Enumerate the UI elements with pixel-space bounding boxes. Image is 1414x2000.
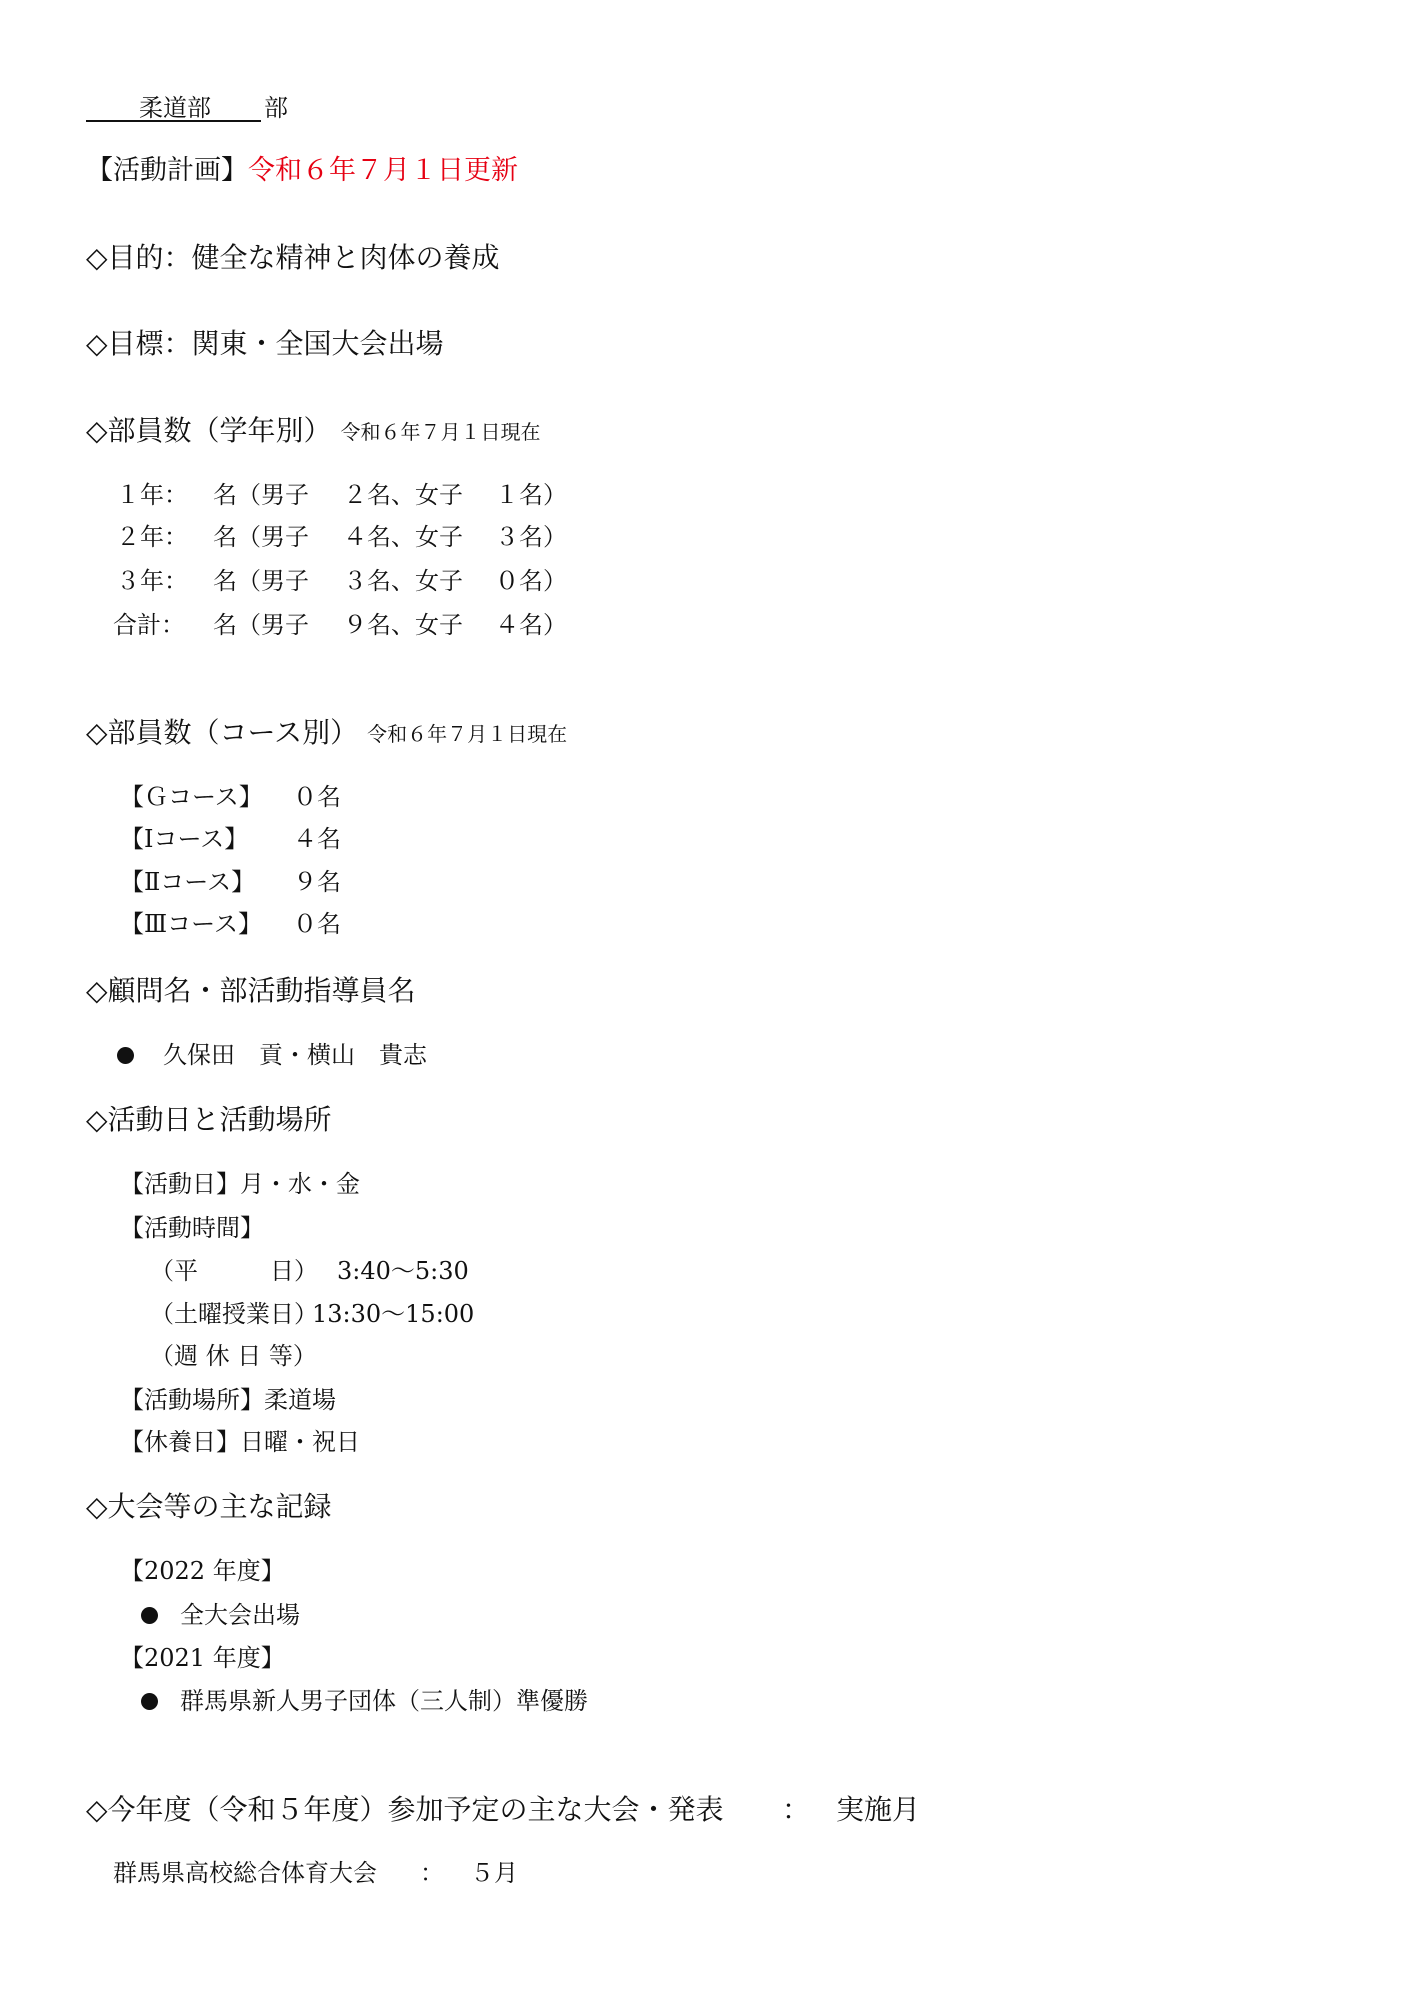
goal-line: ◇目標：関東・全国大会出場 [86,327,444,360]
grade-male: ３名、女子 [343,567,463,595]
members-by-course-as-of: 令和６年７月１日現在 [367,722,568,746]
record-text: 全大会出場 [180,1601,300,1629]
event-name: 群馬県高校総合体育大会 [113,1859,377,1887]
record-year: 【2021 年度】 [120,1644,285,1672]
grade-label: 合計： [113,611,185,639]
course-count: ０名 [293,910,341,938]
grade-total: 名（男子 [213,523,309,551]
grade-male: ４名、女子 [343,523,463,551]
grade-label: １年： [116,481,188,509]
records-heading: ◇大会等の主な記録 [86,1490,332,1523]
course-count: ４名 [293,825,341,853]
advisors-heading: ◇顧問名・部活動指導員名 [86,974,416,1007]
hours-label: （週 休 日 等） [150,1342,317,1370]
planned-events-title: ◇今年度（令和５年度）参加予定の主な大会・発表 [86,1793,724,1826]
grade-total: 名（男子 [213,481,309,509]
hours-time: 13:30〜15:00 [312,1300,475,1328]
activity-heading: ◇活動日と活動場所 [86,1103,332,1136]
grade-female: １名） [495,481,567,509]
grade-female: ３名） [495,523,567,551]
activity-place: 【活動場所】柔道場 [120,1386,336,1414]
hours-label: （土曜授業日） [150,1300,318,1328]
members-by-course-title: ◇部員数（コース別） [86,716,359,749]
club-name: 柔道部 [139,94,211,122]
grade-label: ２年： [116,523,188,551]
course-count: ０名 [293,783,341,811]
grade-female: ４名） [495,611,567,639]
hours-label: （平 日） [150,1257,318,1285]
course-label: 【Ⅱコース】 [120,868,256,896]
activity-hours-label: 【活動時間】 [120,1214,264,1242]
bullet-icon [141,1607,158,1624]
activity-days: 【活動日】月・水・金 [120,1170,360,1198]
grade-male: ９名、女子 [343,611,463,639]
plan-label: 【活動計画】 [86,155,248,186]
planned-events-separator: ： [782,1793,811,1826]
plan-updated: 令和６年７月１日更新 [248,155,518,186]
grade-total: 名（男子 [213,567,309,595]
grade-label: ３年： [116,567,188,595]
planned-events-month-header: 実施月 [836,1793,921,1826]
members-by-grade-heading [86,414,541,447]
advisor-names: 久保田 貢・横山 貴志 [163,1041,427,1069]
record-text: 群馬県新人男子団体（三人制）準優勝 [180,1687,588,1715]
bullet-icon [141,1693,158,1710]
grade-male: ２名、女子 [343,481,463,509]
course-label: 【Ⅰコース】 [120,825,249,853]
course-label: 【Ⅲコース】 [120,910,262,938]
members-by-grade-as-of: 令和６年７月１日現在 [340,420,541,444]
grade-total: 名（男子 [213,611,309,639]
course-label: 【Ｇコース】 [120,783,263,811]
event-month: ５月 [470,1859,518,1887]
grade-female: ０名） [495,567,567,595]
members-by-grade-title: ◇部員数（学年別） [86,414,332,447]
activity-rest-days: 【休養日】日曜・祝日 [120,1428,360,1456]
record-year: 【2022 年度】 [120,1557,285,1585]
purpose-line: ◇目的：健全な精神と肉体の養成 [86,241,500,274]
club-suffix: 部 [264,94,288,122]
event-separator: ： [420,1859,444,1887]
members-by-course-heading [86,716,568,749]
bullet-icon [117,1047,134,1064]
plan-title [86,157,518,184]
course-count: ９名 [293,868,341,896]
hours-time: 3:40〜5:30 [337,1257,469,1285]
